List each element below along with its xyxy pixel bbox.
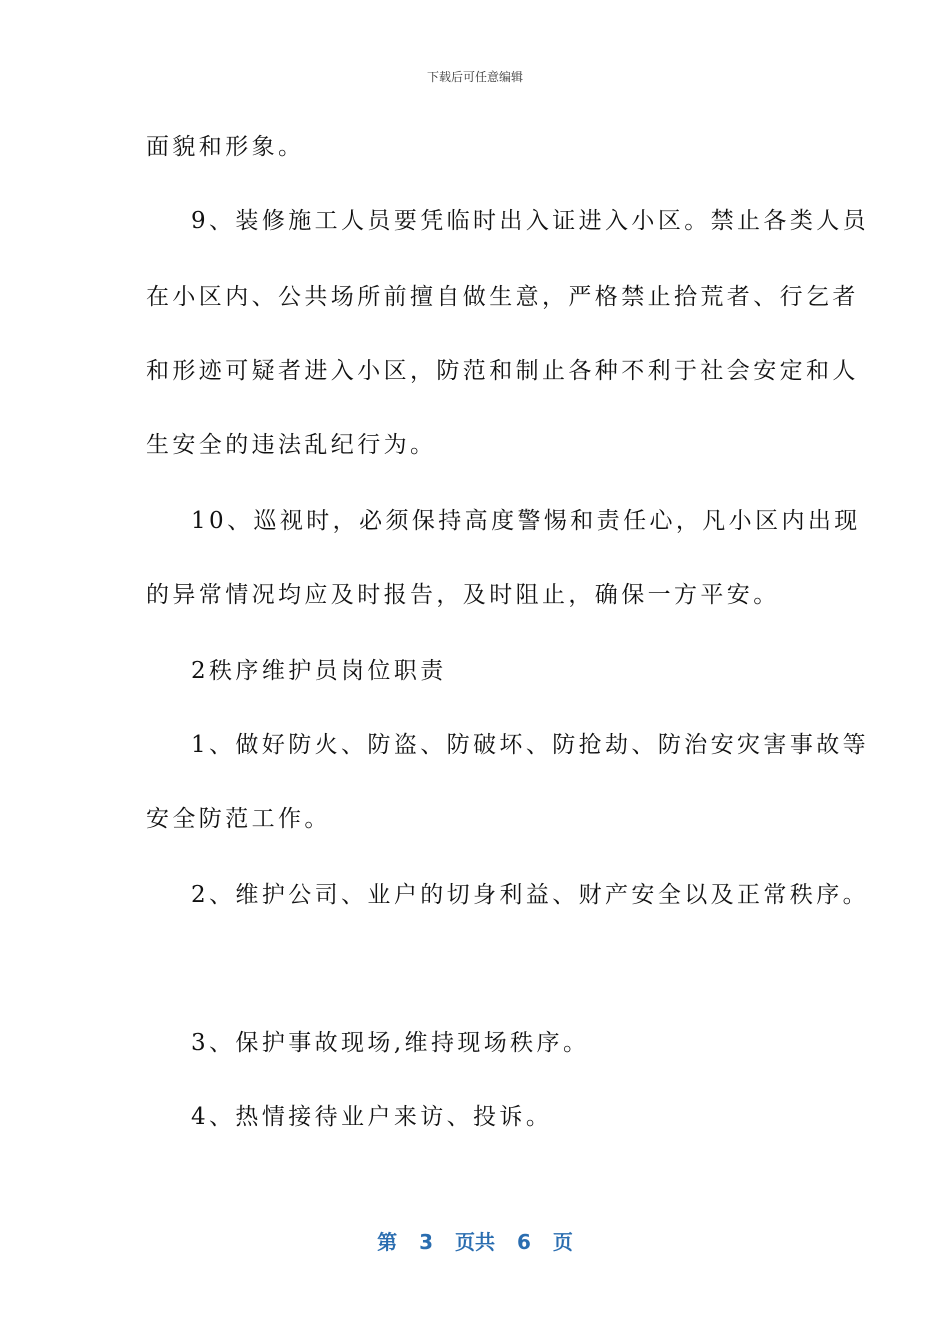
- text-line: 9、装修施工人员要凭临时出入证进入小区。禁止各类人员: [191, 208, 870, 234]
- text-line: 面貌和形象。: [146, 134, 305, 160]
- text-line: 3、保护事故现场,维持现场秩序。: [191, 1030, 590, 1056]
- text-line: 安全防范工作。: [146, 806, 331, 832]
- text-line: 的异常情况均应及时报告，及时阻止，确保一方平安。: [146, 582, 780, 608]
- text-line: 10、巡视时，必须保持高度警惕和责任心，凡小区内出现: [191, 508, 861, 534]
- page-middle: 页共: [455, 1230, 495, 1254]
- text-line: 4、热情接待业户来访、投诉。: [191, 1104, 553, 1130]
- total-pages: 6: [517, 1230, 531, 1254]
- page-suffix: 页: [552, 1230, 573, 1254]
- text-line: 和形迹可疑者进入小区，防范和制止各种不利于社会安定和人: [146, 358, 859, 384]
- page-footer: [0, 1226, 950, 1255]
- text-line: 1、做好防火、防盗、防破坏、防抢劫、防治安灾害事故等: [191, 732, 870, 758]
- text-line: 生安全的违法乱纪行为。: [146, 432, 437, 458]
- text-line: 2、维护公司、业户的切身利益、财产安全以及正常秩序。: [191, 882, 870, 908]
- section-heading: 2秩序维护员岗位职责: [191, 658, 447, 684]
- page-number: 3: [419, 1230, 433, 1254]
- header-note: 下载后可任意编辑: [426, 70, 523, 84]
- page-prefix: 第: [377, 1230, 398, 1254]
- text-line: 在小区内、公共场所前擅自做生意，严格禁止拾荒者、行乞者: [146, 284, 859, 310]
